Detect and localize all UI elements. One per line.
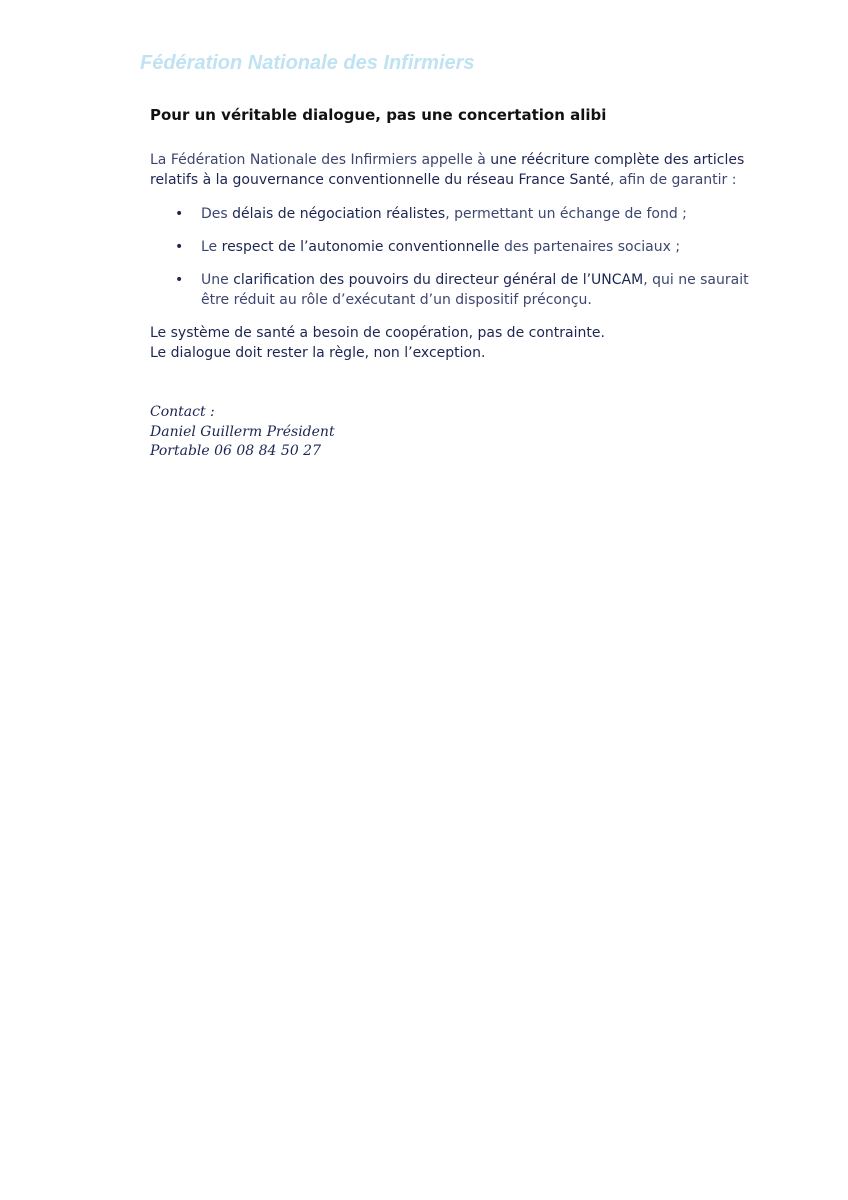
demands-list (150, 204, 760, 310)
bullet-icon: • (175, 239, 184, 255)
intro-text-end: , afin de garantir : (609, 172, 737, 188)
intro-paragraph (150, 150, 760, 190)
contact-name: Daniel Guillerm Président (150, 423, 335, 440)
bullet-emphasis: délais de négociation réalistes (232, 206, 446, 222)
list-item (150, 204, 760, 224)
bullet-prefix: Le (201, 239, 222, 255)
document-body (150, 104, 760, 462)
contact-block (150, 403, 760, 462)
bullet-icon: • (175, 206, 184, 222)
bullet-prefix: Une (201, 272, 234, 288)
closing-line: Le système de santé a besoin de coopération, pas de contrainte. (150, 325, 605, 341)
intro-emphasis: une réécriture complète des articles relatifs à la gouvernance conventionnelle du réseau France Santé (150, 152, 745, 188)
bullet-suffix: , qui ne saurait être réduit au rôle d’exécutant d’un dispositif préconçu. (201, 272, 749, 308)
bullet-suffix: , permettant un échange de fond ; (445, 206, 687, 222)
bullet-emphasis: clarification des pouvoirs du directeur général de l’UNCAM (233, 272, 644, 288)
document-title: Pour un véritable dialogue, pas une concertation alibi (150, 106, 607, 124)
bullet-suffix: des partenaires sociaux ; (499, 239, 681, 255)
organization-header: Fédération Nationale des Infirmiers (140, 52, 475, 74)
list-item (150, 270, 760, 310)
bullet-emphasis: respect de l’autonomie conventionnelle (221, 239, 500, 255)
list-item (150, 237, 760, 257)
closing-paragraph (150, 323, 760, 363)
bullet-prefix: Des (201, 206, 233, 222)
intro-text: La Fédération Nationale des Infirmiers appelle à (150, 152, 491, 168)
closing-line: Le dialogue doit rester la règle, non l’exception. (150, 345, 486, 361)
contact-label: Contact : (150, 404, 215, 420)
contact-phone: Portable 06 08 84 50 27 (150, 443, 321, 459)
bullet-icon: • (175, 272, 184, 288)
